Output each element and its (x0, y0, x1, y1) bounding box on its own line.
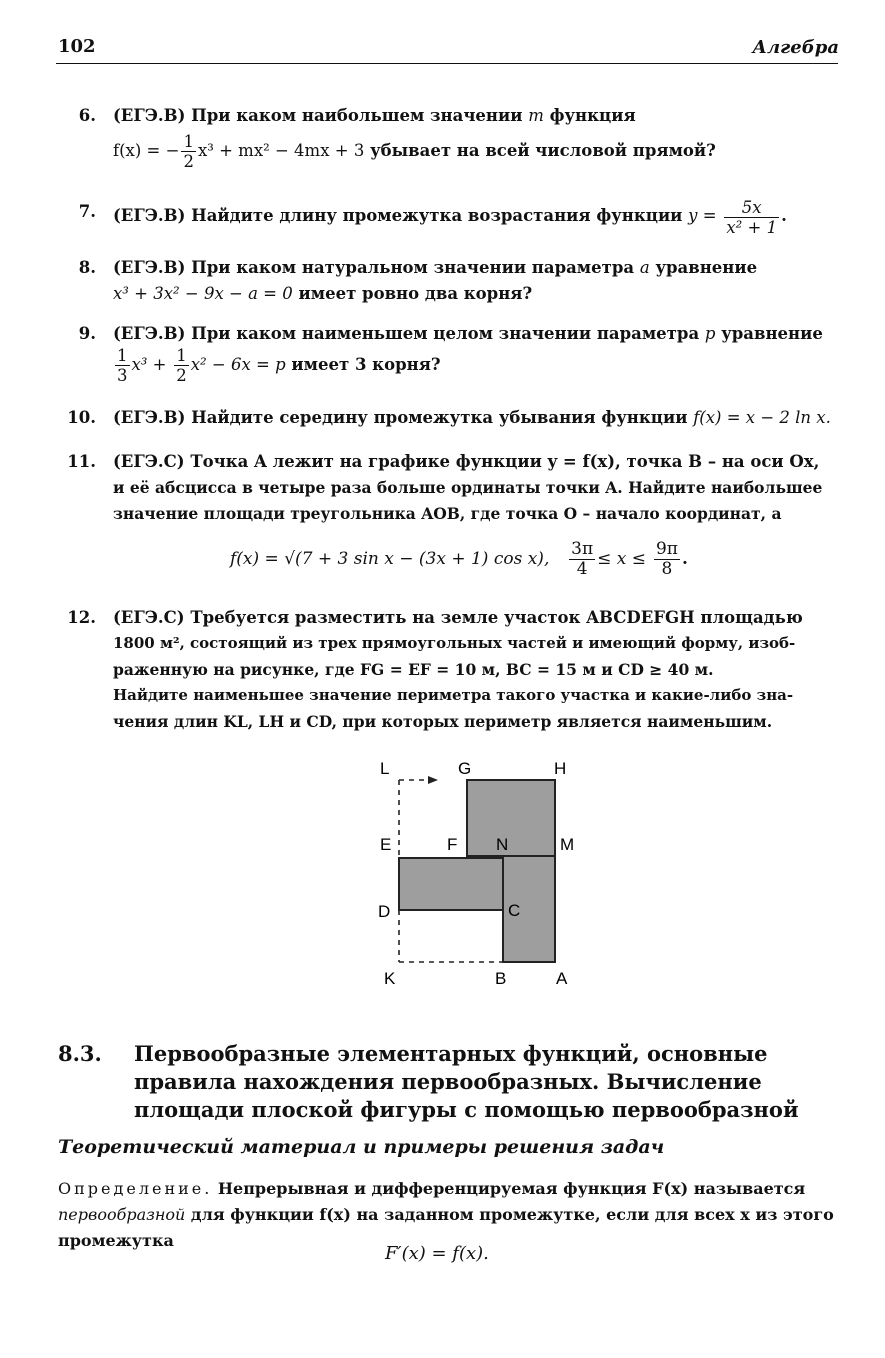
formula-part: x³ + (131, 355, 167, 374)
problem-text: Найдите длину промежутка возрастания функции (191, 206, 683, 225)
definition-formula: F′(x) = f(x). (385, 1243, 489, 1264)
formula-prefix: f(x) = − (113, 141, 180, 160)
problem-line: и её абсцисса в четыре раза больше ординаты точки A. Найдите наибольшее (113, 478, 823, 497)
plot-figure (370, 752, 590, 992)
label-A: A (556, 969, 568, 988)
problem-line: чения длин KL, LH и CD, при которых периметр является наименьшим. (113, 712, 773, 731)
label-L: L (380, 759, 390, 778)
problem-text: При каком наименьшем целом значении параметра (191, 324, 700, 343)
definition-text: Непрерывная и дифференцируемая функция F(x) называется (217, 1179, 806, 1198)
problem-tail: имеет 3 корня? (291, 355, 441, 374)
problem-number: 10. (67, 408, 96, 427)
label-C: C (508, 901, 521, 920)
problem-text: При каком наибольшем значении (191, 106, 523, 125)
formula-y: y = (688, 206, 717, 225)
fraction: $\frac{1}{2}$ (176, 346, 187, 385)
problem-variable: a (639, 258, 650, 277)
problem-formula: f(x) = √(7 + 3 sin x − (3x + 1) cos x), $\frac{3\pi}{4}$ ≤ x ≤ $\frac{9\pi}{8}$ . (230, 539, 688, 579)
fraction: $\frac{1}{3}$ (117, 346, 128, 385)
label-F: F (447, 835, 458, 854)
problem-tag: (ЕГЭ.В) (113, 206, 186, 225)
definition-term: первообразной (58, 1205, 186, 1224)
problem-variable: p (704, 324, 716, 343)
formula: x³ + 3x² − 9x − a = 0 (113, 284, 293, 303)
problem-tail: имеет ровно два корня? (298, 284, 533, 303)
section-title: Первообразные элементарных функций, основные правила нахождения первообразных. Вычисление площади плоской фигуры с помощью первообразной (134, 1041, 799, 1122)
section-number: 8.3. (58, 1041, 102, 1066)
problem-tail: убывает на всей числовой прямой? (370, 141, 716, 160)
formula: f(x) = √(7 + 3 sin x − (3x + 1) cos x), (230, 549, 550, 569)
rect-middle (399, 858, 503, 910)
inequality: ≤ x ≤ (597, 549, 647, 569)
fraction: $\frac{5x}{\text{x² + 1}}$ (726, 198, 778, 237)
formula-part: x² − 6x = p (190, 355, 286, 374)
problem-number: 12. (67, 608, 96, 627)
problem-line: раженную на рисунке, где FG = EF = 10 м, BC = 15 м и CD ≥ 40 м. (113, 660, 714, 679)
problem-text: функция (549, 106, 636, 125)
formula-rest: x³ + mx² − 4mx + 3 (197, 141, 365, 160)
formula: f(x) = x − 2 ln x. (693, 408, 831, 427)
problem-line: 1800 м², состоящий из трех прямоугольных частей и имеющий форму, изоб- (113, 634, 796, 652)
header-rule (56, 63, 838, 64)
problem-tag: (ЕГЭ.В) (113, 324, 186, 343)
problem-text: уравнение (655, 258, 758, 277)
problem-6 (56, 102, 836, 171)
problem-line: Точка A лежит на графике функции y = f(x), точка B – на оси Ox, (190, 452, 820, 471)
arrow-head (428, 776, 438, 784)
problem-tag: (ЕГЭ.В) (113, 106, 186, 125)
label-G: G (458, 759, 472, 778)
label-H: H (554, 759, 567, 778)
problem-tag: (ЕГЭ.В) (113, 408, 186, 427)
problem-tag: (ЕГЭ.В) (113, 258, 186, 277)
problem-line: значение площади треугольника AOB, где точка O – начало координат, а (113, 504, 782, 523)
label-B: B (495, 969, 507, 988)
problem-number: 6. (78, 106, 96, 125)
label-M: M (560, 835, 575, 854)
label-K: K (384, 969, 396, 988)
problem-variable: m (528, 106, 544, 125)
problem-text: При каком натуральном значении параметра (191, 258, 635, 277)
problem-number: 7. (78, 202, 96, 221)
label-N: N (496, 835, 509, 854)
fraction: $\frac{1}{2}$ (183, 132, 194, 171)
definition-label: Определение. (58, 1179, 213, 1198)
problem-number: 11. (67, 452, 96, 471)
problem-line: Требуется разместить на земле участок ABCDEFGH площадью (190, 608, 803, 627)
definition-text: для функции f(x) на заданном промежутке, если для всех x из этого промежутка (58, 1205, 834, 1250)
problem-tag: (ЕГЭ.С) (113, 452, 185, 471)
running-header-section: Алгебра (752, 37, 839, 58)
page-number: 102 (58, 36, 96, 57)
label-D: D (378, 902, 391, 921)
problem-text: Найдите середину промежутка убывания функции (191, 408, 688, 427)
rect-upper (467, 780, 555, 856)
theory-heading: Теоретический материал и примеры решения задач (58, 1136, 665, 1158)
problem-number: 8. (78, 258, 96, 277)
label-E: E (380, 835, 392, 854)
problem-number: 9. (78, 324, 96, 343)
problem-tag: (ЕГЭ.С) (113, 608, 185, 627)
problem-text: уравнение (721, 324, 823, 343)
problem-line: Найдите наименьшее значение периметра такого участка и какие-либо зна- (113, 686, 794, 704)
fraction: $\frac{3\pi}{4}$ (571, 539, 594, 579)
fraction: $\frac{9\pi}{8}$ (655, 539, 678, 579)
